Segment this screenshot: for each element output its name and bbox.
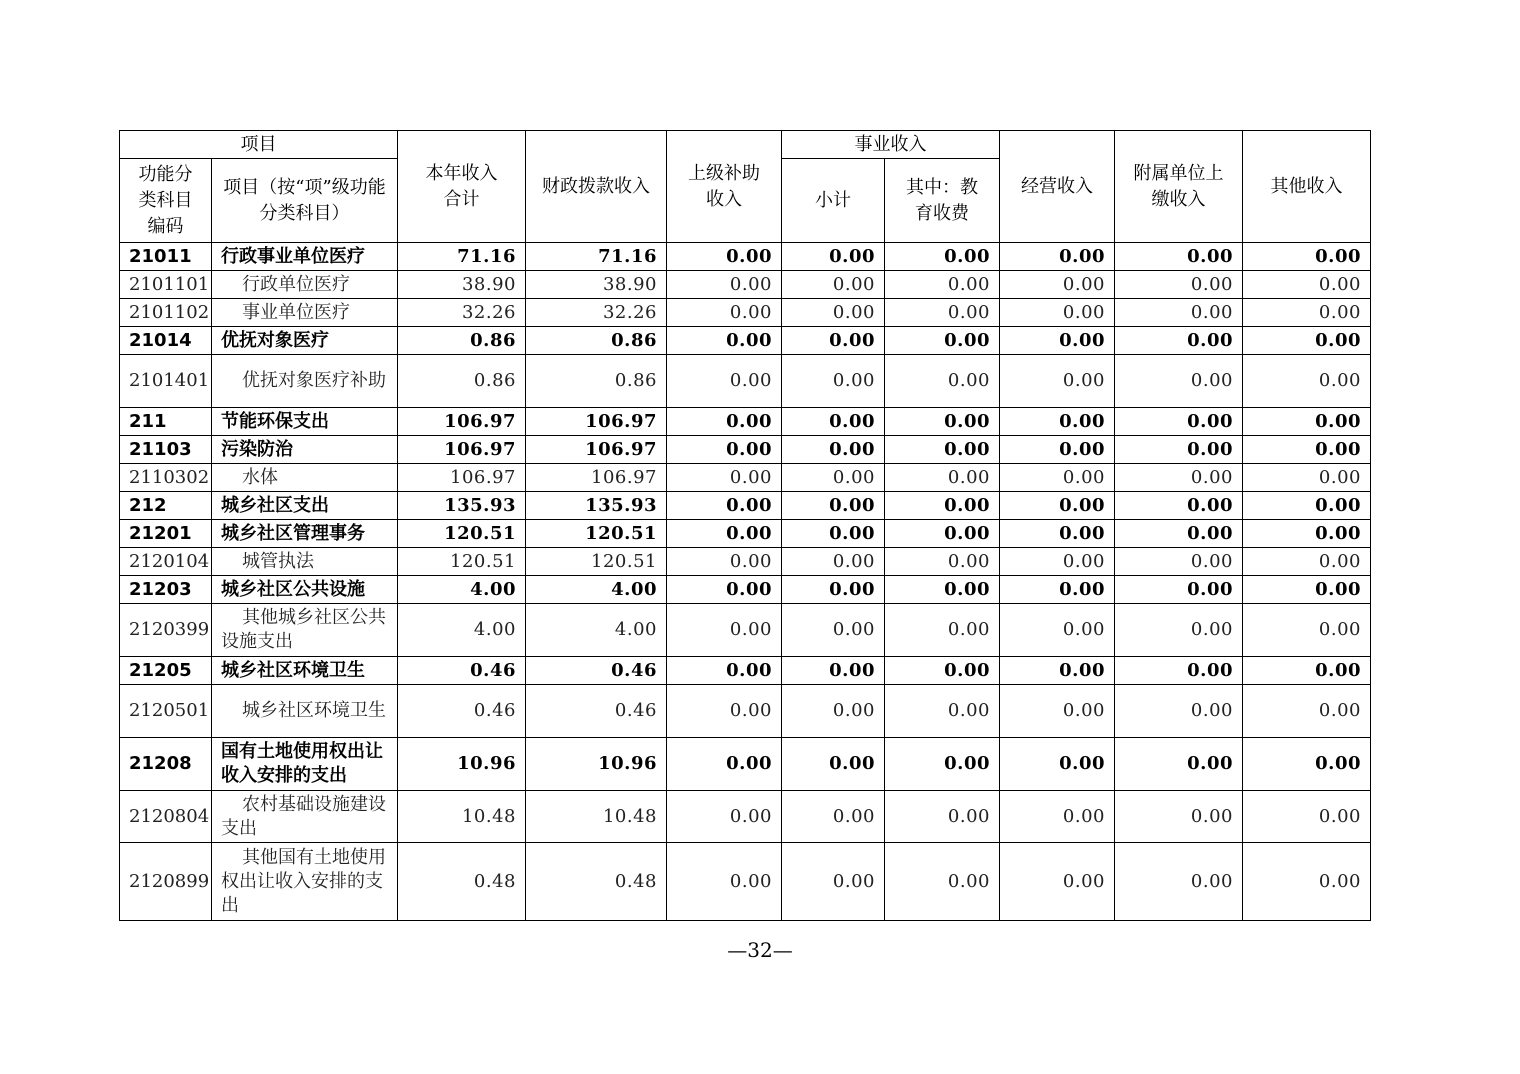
cell-operating-income: 0.00 — [1000, 243, 1115, 271]
cell-operating-income: 0.00 — [1000, 548, 1115, 576]
row-name: 城管执法 — [212, 548, 398, 576]
cell-subtotal: 0.00 — [782, 464, 885, 492]
row-code: 2120899 — [120, 843, 212, 921]
cell-other-income: 0.00 — [1243, 604, 1371, 657]
cell-subtotal: 0.00 — [782, 436, 885, 464]
cell-edu-fee: 0.00 — [885, 408, 1000, 436]
cell-superior-subsidy: 0.00 — [667, 436, 782, 464]
row-code: 21103 — [120, 436, 212, 464]
row-name: 节能环保支出 — [212, 408, 398, 436]
row-code: 21014 — [120, 327, 212, 355]
row-name: 国有土地使用权出让收入安排的支出 — [212, 738, 398, 791]
cell-subtotal: 0.00 — [782, 576, 885, 604]
cell-affiliated-income: 0.00 — [1115, 520, 1243, 548]
cell-fiscal-income: 0.46 — [526, 685, 667, 738]
cell-subtotal: 0.00 — [782, 355, 885, 408]
cell-affiliated-income: 0.00 — [1115, 604, 1243, 657]
cell-superior-subsidy: 0.00 — [667, 548, 782, 576]
cell-other-income: 0.00 — [1243, 657, 1371, 685]
cell-other-income: 0.00 — [1243, 548, 1371, 576]
row-name: 农村基础设施建设支出 — [212, 791, 398, 843]
row-code: 2101401 — [120, 355, 212, 408]
cell-operating-income: 0.00 — [1000, 408, 1115, 436]
cell-operating-income: 0.00 — [1000, 299, 1115, 327]
cell-edu-fee: 0.00 — [885, 436, 1000, 464]
cell-edu-fee: 0.00 — [885, 685, 1000, 738]
cell-other-income: 0.00 — [1243, 738, 1371, 791]
cell-operating-income: 0.00 — [1000, 657, 1115, 685]
header-xiangmu: 项目 — [120, 131, 398, 159]
header-business-income: 事业收入 — [782, 131, 1000, 159]
table-row — [120, 657, 1371, 685]
table-row — [120, 791, 1371, 843]
page-number: —32— — [727, 938, 793, 962]
cell-superior-subsidy: 0.00 — [667, 243, 782, 271]
table-row — [120, 355, 1371, 408]
row-code: 21208 — [120, 738, 212, 791]
cell-edu-fee: 0.00 — [885, 327, 1000, 355]
row-name: 城乡社区环境卫生 — [212, 685, 398, 738]
cell-operating-income: 0.00 — [1000, 843, 1115, 921]
header-superior-subsidy: 上级补助收入 — [667, 131, 782, 243]
cell-fiscal-income: 10.48 — [526, 791, 667, 843]
row-name: 城乡社区公共设施 — [212, 576, 398, 604]
cell-total-income: 0.46 — [398, 685, 526, 738]
cell-affiliated-income: 0.00 — [1115, 243, 1243, 271]
cell-edu-fee: 0.00 — [885, 520, 1000, 548]
cell-fiscal-income: 38.90 — [526, 271, 667, 299]
cell-edu-fee: 0.00 — [885, 843, 1000, 921]
cell-affiliated-income: 0.00 — [1115, 685, 1243, 738]
cell-total-income: 106.97 — [398, 436, 526, 464]
row-code: 2120501 — [120, 685, 212, 738]
cell-fiscal-income: 0.86 — [526, 327, 667, 355]
cell-affiliated-income: 0.00 — [1115, 408, 1243, 436]
cell-subtotal: 0.00 — [782, 271, 885, 299]
cell-operating-income: 0.00 — [1000, 464, 1115, 492]
row-name: 污染防治 — [212, 436, 398, 464]
row-code: 21201 — [120, 520, 212, 548]
cell-operating-income: 0.00 — [1000, 355, 1115, 408]
cell-total-income: 120.51 — [398, 548, 526, 576]
cell-affiliated-income: 0.00 — [1115, 299, 1243, 327]
cell-edu-fee: 0.00 — [885, 464, 1000, 492]
header-affiliated-income: 附属单位上缴收入 — [1115, 131, 1243, 243]
cell-affiliated-income: 0.00 — [1115, 791, 1243, 843]
header-item-name: 项目（按“项”级功能分类科目） — [212, 159, 398, 243]
cell-edu-fee: 0.00 — [885, 791, 1000, 843]
cell-subtotal: 0.00 — [782, 408, 885, 436]
cell-fiscal-income: 32.26 — [526, 299, 667, 327]
cell-edu-fee: 0.00 — [885, 271, 1000, 299]
cell-superior-subsidy: 0.00 — [667, 738, 782, 791]
cell-operating-income: 0.00 — [1000, 492, 1115, 520]
cell-superior-subsidy: 0.00 — [667, 520, 782, 548]
table-row — [120, 271, 1371, 299]
cell-edu-fee: 0.00 — [885, 738, 1000, 791]
cell-superior-subsidy: 0.00 — [667, 576, 782, 604]
header-total-income: 本年收入合计 — [398, 131, 526, 243]
cell-fiscal-income: 4.00 — [526, 576, 667, 604]
cell-superior-subsidy: 0.00 — [667, 685, 782, 738]
cell-fiscal-income: 71.16 — [526, 243, 667, 271]
table-body — [120, 243, 1371, 921]
cell-fiscal-income: 120.51 — [526, 548, 667, 576]
row-name: 事业单位医疗 — [212, 299, 398, 327]
header-operating-income: 经营收入 — [1000, 131, 1115, 243]
cell-superior-subsidy: 0.00 — [667, 604, 782, 657]
cell-operating-income: 0.00 — [1000, 791, 1115, 843]
cell-operating-income: 0.00 — [1000, 604, 1115, 657]
row-name: 其他城乡社区公共设施支出 — [212, 604, 398, 657]
budget-table — [119, 130, 1371, 921]
table-row — [120, 299, 1371, 327]
cell-other-income: 0.00 — [1243, 299, 1371, 327]
cell-operating-income: 0.00 — [1000, 436, 1115, 464]
cell-affiliated-income: 0.00 — [1115, 548, 1243, 576]
cell-subtotal: 0.00 — [782, 657, 885, 685]
cell-total-income: 106.97 — [398, 464, 526, 492]
row-name: 其他国有土地使用权出让收入安排的支出 — [212, 843, 398, 921]
row-name: 城乡社区管理事务 — [212, 520, 398, 548]
cell-other-income: 0.00 — [1243, 576, 1371, 604]
cell-subtotal: 0.00 — [782, 548, 885, 576]
cell-affiliated-income: 0.00 — [1115, 355, 1243, 408]
table-row — [120, 738, 1371, 791]
cell-total-income: 0.86 — [398, 327, 526, 355]
cell-superior-subsidy: 0.00 — [667, 408, 782, 436]
cell-total-income: 0.48 — [398, 843, 526, 921]
cell-subtotal: 0.00 — [782, 791, 885, 843]
cell-fiscal-income: 106.97 — [526, 464, 667, 492]
cell-other-income: 0.00 — [1243, 464, 1371, 492]
cell-operating-income: 0.00 — [1000, 271, 1115, 299]
cell-other-income: 0.00 — [1243, 243, 1371, 271]
cell-operating-income: 0.00 — [1000, 520, 1115, 548]
cell-fiscal-income: 0.86 — [526, 355, 667, 408]
cell-other-income: 0.00 — [1243, 685, 1371, 738]
cell-subtotal: 0.00 — [782, 327, 885, 355]
cell-subtotal: 0.00 — [782, 685, 885, 738]
table-row — [120, 243, 1371, 271]
cell-affiliated-income: 0.00 — [1115, 327, 1243, 355]
cell-total-income: 4.00 — [398, 576, 526, 604]
cell-total-income: 4.00 — [398, 604, 526, 657]
cell-edu-fee: 0.00 — [885, 548, 1000, 576]
row-code: 21203 — [120, 576, 212, 604]
cell-operating-income: 0.00 — [1000, 576, 1115, 604]
header-subtotal: 小计 — [782, 159, 885, 243]
row-code: 2101102 — [120, 299, 212, 327]
cell-fiscal-income: 0.48 — [526, 843, 667, 921]
cell-edu-fee: 0.00 — [885, 492, 1000, 520]
cell-superior-subsidy: 0.00 — [667, 843, 782, 921]
cell-other-income: 0.00 — [1243, 327, 1371, 355]
row-code: 21011 — [120, 243, 212, 271]
cell-superior-subsidy: 0.00 — [667, 657, 782, 685]
table-row — [120, 685, 1371, 738]
cell-subtotal: 0.00 — [782, 604, 885, 657]
table-row — [120, 464, 1371, 492]
cell-total-income: 106.97 — [398, 408, 526, 436]
cell-affiliated-income: 0.00 — [1115, 657, 1243, 685]
cell-fiscal-income: 10.96 — [526, 738, 667, 791]
cell-subtotal: 0.00 — [782, 738, 885, 791]
cell-superior-subsidy: 0.00 — [667, 355, 782, 408]
cell-other-income: 0.00 — [1243, 520, 1371, 548]
cell-fiscal-income: 135.93 — [526, 492, 667, 520]
cell-affiliated-income: 0.00 — [1115, 738, 1243, 791]
row-code: 2101101 — [120, 271, 212, 299]
table-row — [120, 548, 1371, 576]
cell-other-income: 0.00 — [1243, 271, 1371, 299]
cell-subtotal: 0.00 — [782, 299, 885, 327]
cell-fiscal-income: 106.97 — [526, 408, 667, 436]
row-code: 2110302 — [120, 464, 212, 492]
cell-other-income: 0.00 — [1243, 408, 1371, 436]
table-row — [120, 604, 1371, 657]
table-row — [120, 327, 1371, 355]
cell-edu-fee: 0.00 — [885, 355, 1000, 408]
cell-total-income: 0.46 — [398, 657, 526, 685]
cell-other-income: 0.00 — [1243, 436, 1371, 464]
cell-superior-subsidy: 0.00 — [667, 299, 782, 327]
cell-superior-subsidy: 0.00 — [667, 464, 782, 492]
cell-total-income: 38.90 — [398, 271, 526, 299]
row-name: 城乡社区环境卫生 — [212, 657, 398, 685]
cell-other-income: 0.00 — [1243, 492, 1371, 520]
cell-fiscal-income: 4.00 — [526, 604, 667, 657]
header-edu-fee: 其中：教育收费 — [885, 159, 1000, 243]
cell-total-income: 120.51 — [398, 520, 526, 548]
cell-affiliated-income: 0.00 — [1115, 436, 1243, 464]
cell-fiscal-income: 106.97 — [526, 436, 667, 464]
cell-superior-subsidy: 0.00 — [667, 791, 782, 843]
cell-affiliated-income: 0.00 — [1115, 843, 1243, 921]
cell-other-income: 0.00 — [1243, 355, 1371, 408]
cell-subtotal: 0.00 — [782, 492, 885, 520]
row-code: 211 — [120, 408, 212, 436]
cell-edu-fee: 0.00 — [885, 604, 1000, 657]
cell-other-income: 0.00 — [1243, 843, 1371, 921]
row-code: 2120399 — [120, 604, 212, 657]
table-row — [120, 436, 1371, 464]
cell-operating-income: 0.00 — [1000, 685, 1115, 738]
cell-other-income: 0.00 — [1243, 791, 1371, 843]
row-code: 21205 — [120, 657, 212, 685]
table-row — [120, 843, 1371, 921]
cell-affiliated-income: 0.00 — [1115, 492, 1243, 520]
row-code: 2120104 — [120, 548, 212, 576]
cell-total-income: 135.93 — [398, 492, 526, 520]
cell-total-income: 0.86 — [398, 355, 526, 408]
cell-affiliated-income: 0.00 — [1115, 464, 1243, 492]
cell-edu-fee: 0.00 — [885, 576, 1000, 604]
cell-superior-subsidy: 0.00 — [667, 327, 782, 355]
table-row — [120, 492, 1371, 520]
cell-affiliated-income: 0.00 — [1115, 271, 1243, 299]
table-row — [120, 408, 1371, 436]
cell-total-income: 32.26 — [398, 299, 526, 327]
header-other-income: 其他收入 — [1243, 131, 1371, 243]
cell-subtotal: 0.00 — [782, 243, 885, 271]
table-row — [120, 520, 1371, 548]
cell-subtotal: 0.00 — [782, 520, 885, 548]
row-name: 优抚对象医疗补助 — [212, 355, 398, 408]
cell-total-income: 10.96 — [398, 738, 526, 791]
cell-subtotal: 0.00 — [782, 843, 885, 921]
cell-fiscal-income: 0.46 — [526, 657, 667, 685]
header-fiscal-income: 财政拨款收入 — [526, 131, 667, 243]
row-name: 行政单位医疗 — [212, 271, 398, 299]
row-code: 212 — [120, 492, 212, 520]
cell-superior-subsidy: 0.00 — [667, 492, 782, 520]
cell-total-income: 71.16 — [398, 243, 526, 271]
row-name: 水体 — [212, 464, 398, 492]
cell-edu-fee: 0.00 — [885, 657, 1000, 685]
cell-edu-fee: 0.00 — [885, 299, 1000, 327]
row-name: 城乡社区支出 — [212, 492, 398, 520]
row-name: 行政事业单位医疗 — [212, 243, 398, 271]
header-func-code: 功能分类科目编码 — [120, 159, 212, 243]
row-code: 2120804 — [120, 791, 212, 843]
table-header — [120, 131, 1371, 243]
cell-total-income: 10.48 — [398, 791, 526, 843]
cell-fiscal-income: 120.51 — [526, 520, 667, 548]
cell-edu-fee: 0.00 — [885, 243, 1000, 271]
cell-affiliated-income: 0.00 — [1115, 576, 1243, 604]
row-name: 优抚对象医疗 — [212, 327, 398, 355]
table-row — [120, 576, 1371, 604]
cell-superior-subsidy: 0.00 — [667, 271, 782, 299]
cell-operating-income: 0.00 — [1000, 327, 1115, 355]
cell-operating-income: 0.00 — [1000, 738, 1115, 791]
